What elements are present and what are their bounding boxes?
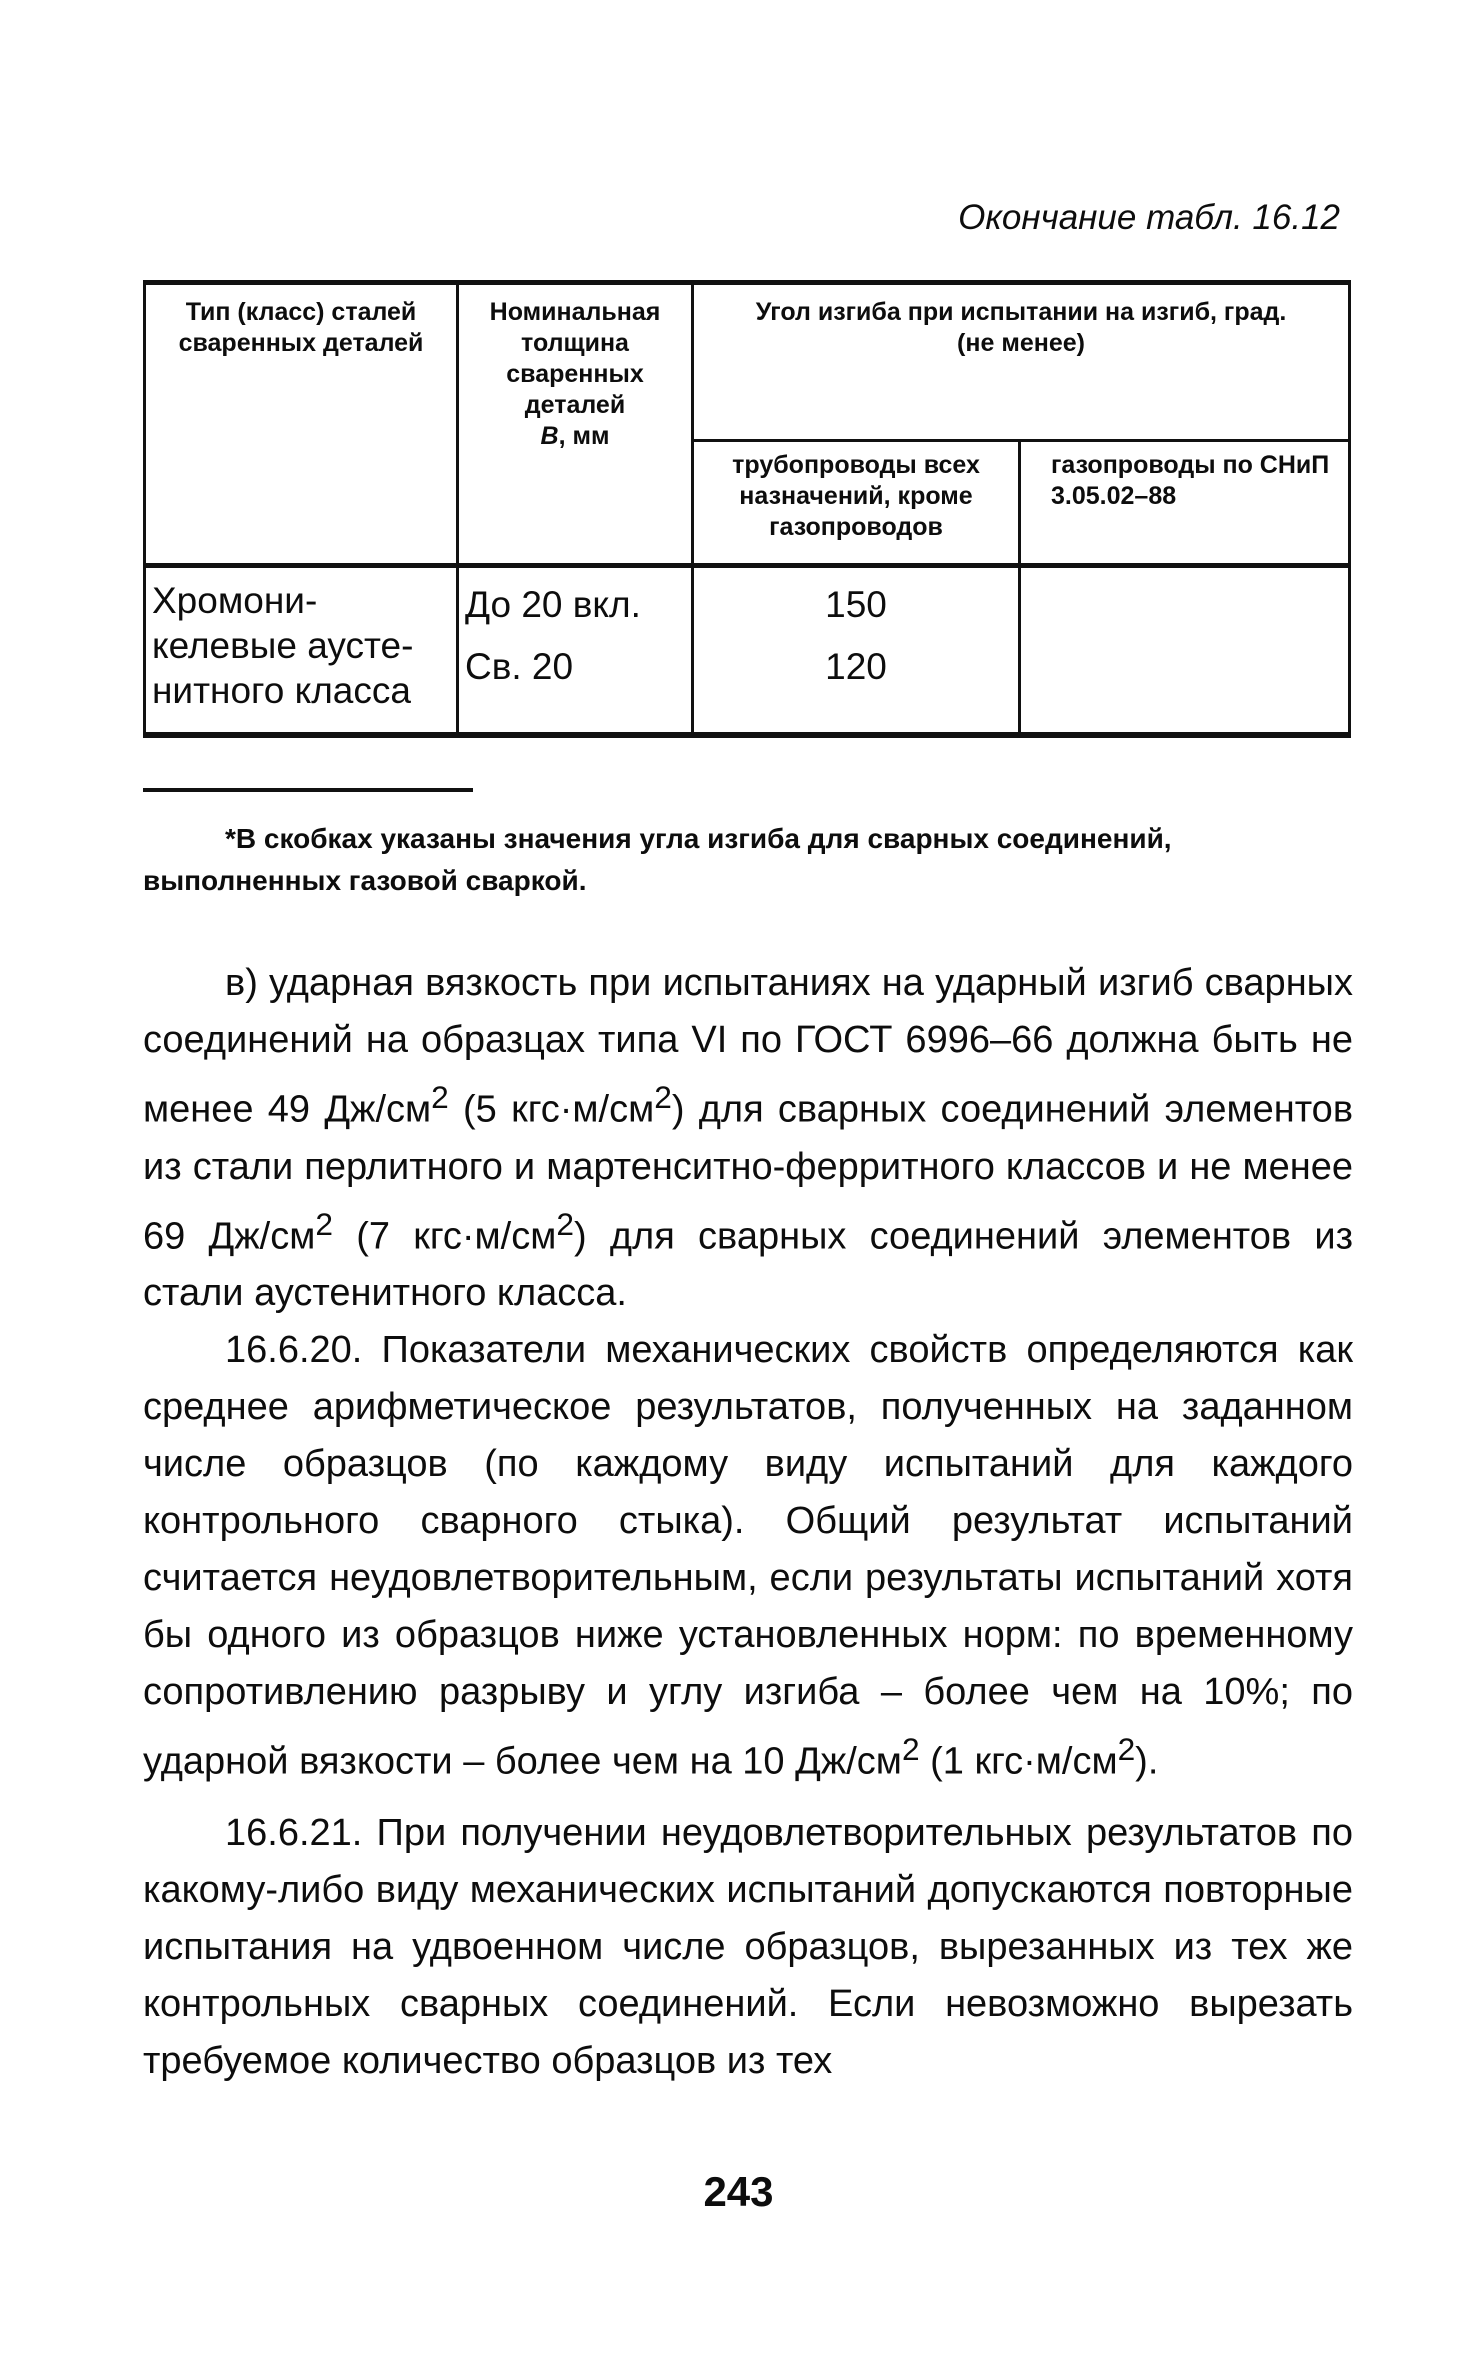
steel-type-line3: нитного класса (152, 670, 411, 711)
header-thickness-unit: , мм (558, 422, 610, 450)
footnote-rule (143, 788, 473, 792)
cell-angle-pipelines (693, 566, 1020, 736)
header-pipelines: трубопроводы всех назначений, кроме газопроводов (693, 441, 1020, 566)
angle-value-1: 150 (825, 584, 887, 625)
header-steel-type: Тип (класс) сталей сваренных деталей (145, 283, 458, 566)
weld-bend-angle-table (143, 280, 1351, 738)
thickness-range-1: До 20 вкл. (465, 584, 641, 625)
header-bend-angle: Угол изгиба при испытании на изгиб, град. (не менее) (693, 283, 1350, 441)
header-thickness (458, 283, 693, 566)
page-number: 243 (703, 2168, 774, 2215)
paragraph-impact-toughness: в) ударная вязкость при испытаниях на ударный изгиб сварных соединений на образцах типа VI по ГОСТ 6996–66 должна быть не менее 49 $Дж/см^2$ (5 $кгс\cdot м/см^2$) для сварных соединений элементов из стали перлитного и мартенситно-ферритного классов и не менее 69 $Дж/см^2$ (7 $кгс\cdot м/см^2$) для сварных соединений элементов из стали аустенитного класса. (143, 962, 1354, 1315)
steel-type-line2: келевые аусте- (152, 625, 414, 666)
header-thickness-label: Номинальная толщина сваренных деталей (489, 298, 661, 419)
header-gas-pipelines: газопроводы по СНиП 3.05.02–88 (1020, 441, 1350, 566)
thickness-range-2: Св. 20 (465, 646, 574, 687)
paragraph-16-6-21: 16.6.21. При получении неудовлетворительных результатов по какому-либо виду механических испытаний допускаются повторные испытания на удвоенном числе образцов, вырезанных из тех же контрольных сварных соединений. Если невозможно вырезать требуемое количество образцов из тех (143, 1811, 1353, 2082)
cell-angle-gas (1020, 566, 1350, 736)
footnote: *В скобках указаны значения угла изгиба для сварных соединений, выполненных газовой сваркой. (143, 823, 1172, 896)
cell-thickness (458, 566, 693, 736)
cell-steel-type (145, 566, 458, 736)
angle-value-2: 120 (825, 646, 887, 687)
paragraph-16-6-20: 16.6.20. Показатели механических свойств определяются как среднее арифметическое результатов, полученных на заданном числе образцов (по каждому виду испытаний для каждого контрольного сварного стыка). Общий результат испытаний считается неудовлетворительным, если результаты испытаний хотя бы одного из образцов ниже установленных норм: по временному сопротивлению разрыву и углу изгиба – более чем на 10%; по ударной вязкости – более чем на 10 $Дж/см^2$ (1 $кгс\cdot м/см^2$). (143, 1329, 1353, 1783)
header-thickness-var: B (540, 422, 559, 450)
table-caption: Окончание табл. 16.12 (958, 198, 1340, 237)
body-text (143, 955, 1353, 2090)
steel-type-line1: Хромони- (152, 580, 318, 621)
